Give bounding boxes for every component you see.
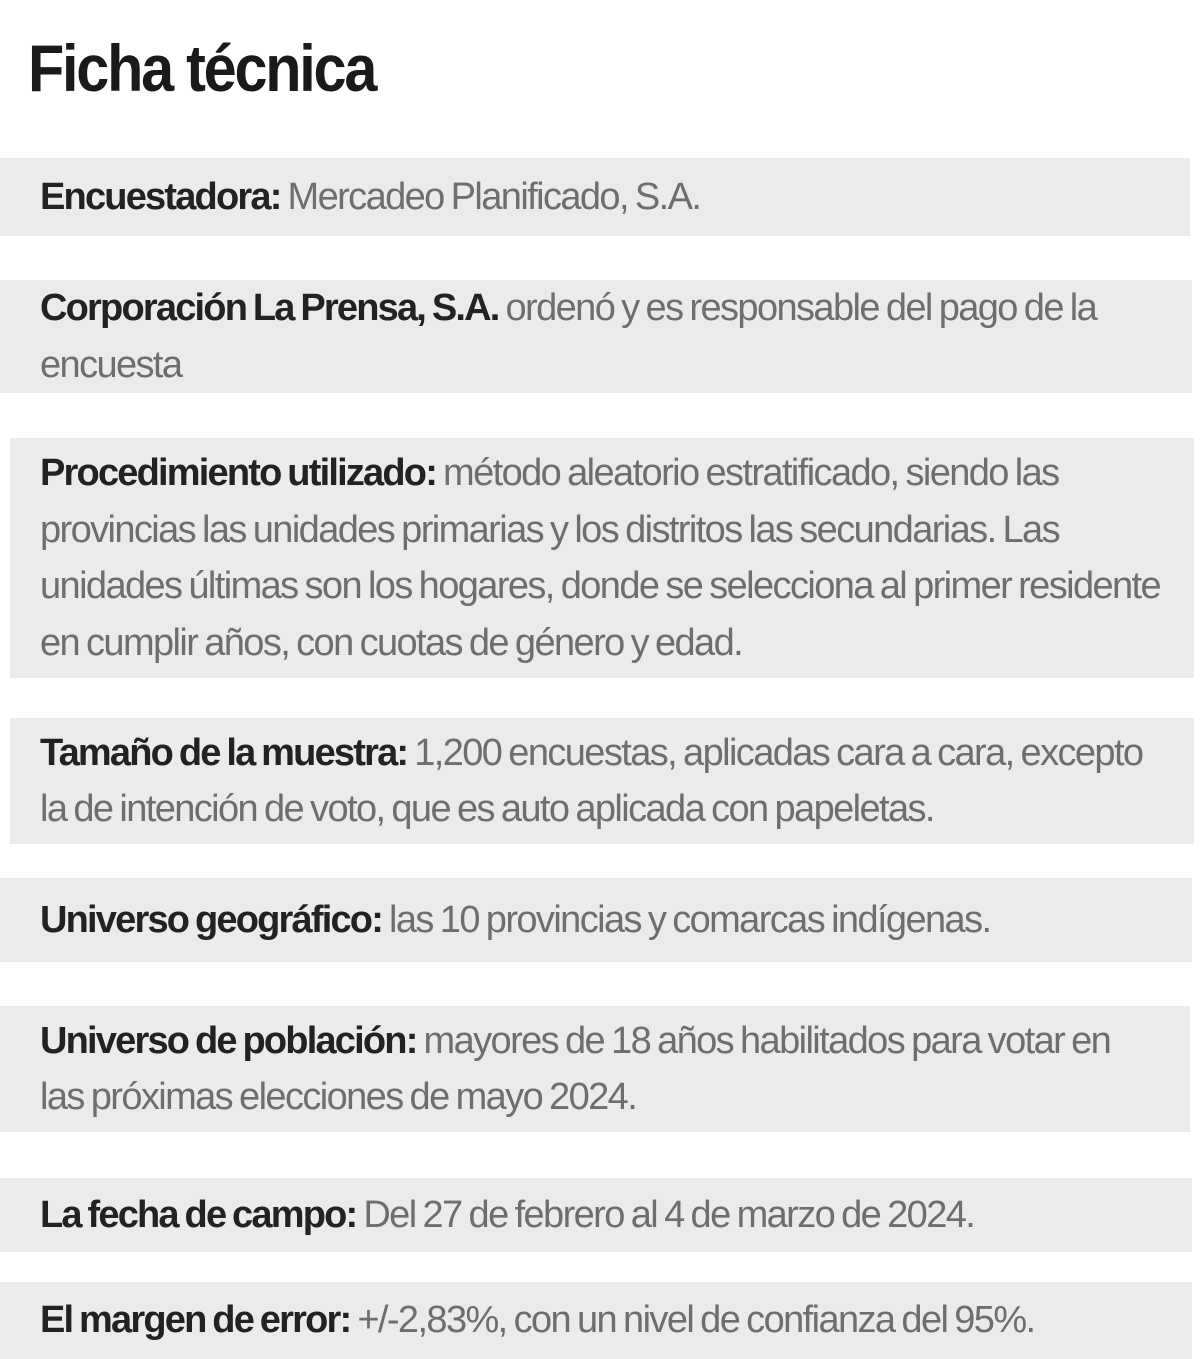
entry-corporacion bbox=[0, 280, 1192, 393]
entry-text bbox=[40, 725, 1164, 838]
entry-text bbox=[40, 1292, 1035, 1349]
entry-universo-poblacion bbox=[0, 1006, 1190, 1132]
entry-text bbox=[40, 892, 990, 949]
entry-text bbox=[40, 280, 1162, 393]
entry-label: La fecha de campo: bbox=[40, 1193, 357, 1236]
entry-tamano-muestra bbox=[10, 718, 1194, 844]
entry-text bbox=[40, 445, 1164, 671]
entry-value: Mercadeo Planificado, S.A. bbox=[287, 175, 701, 218]
entry-text bbox=[40, 1187, 974, 1244]
page-title: Ficha técnica bbox=[28, 31, 376, 105]
entry-text bbox=[40, 169, 700, 226]
entry-label: Procedimiento utilizado: bbox=[40, 452, 437, 494]
entry-label: El margen de error: bbox=[40, 1299, 351, 1342]
entry-value: +/-2,83%, con un nivel de confianza del 95%. bbox=[357, 1299, 1035, 1342]
entry-value: 1,200 encuestas, aplicadas cara a cara, excepto la de intención de voto, que es auto aplicada con papeletas. bbox=[40, 731, 1143, 830]
entry-value: mayores de 18 años habilitados para votar en las próximas elecciones de mayo 2024. bbox=[40, 1019, 1111, 1118]
entry-label: Universo de población: bbox=[40, 1019, 417, 1062]
entry-text bbox=[40, 1013, 1160, 1126]
entry-encuestadora bbox=[0, 158, 1190, 236]
entry-label: Universo geográfico: bbox=[40, 898, 383, 941]
entry-value: las 10 provincias y comarcas indígenas. bbox=[389, 898, 991, 941]
entry-label: Tamaño de la muestra: bbox=[40, 731, 408, 774]
entry-value: ordenó y es responsable del pago de la encuesta bbox=[40, 287, 1097, 386]
entry-margen-error bbox=[0, 1282, 1192, 1359]
entry-procedimiento bbox=[10, 438, 1194, 678]
entry-value: método aleatorio estratificado, siendo las provincias las unidades primarias y los distritos las secundarias. Las unidades últimas son los hogares, donde se selecciona al primer residente en cumplir años, con cuotas de género y edad. bbox=[40, 452, 1161, 664]
entry-value: Del 27 de febrero al 4 de marzo de 2024. bbox=[363, 1193, 975, 1236]
entry-label: Corporación La Prensa, S.A. bbox=[40, 287, 499, 329]
entry-universo-geografico bbox=[0, 878, 1192, 962]
entry-fecha-campo bbox=[0, 1178, 1192, 1252]
entry-label: Encuestadora: bbox=[40, 175, 281, 218]
